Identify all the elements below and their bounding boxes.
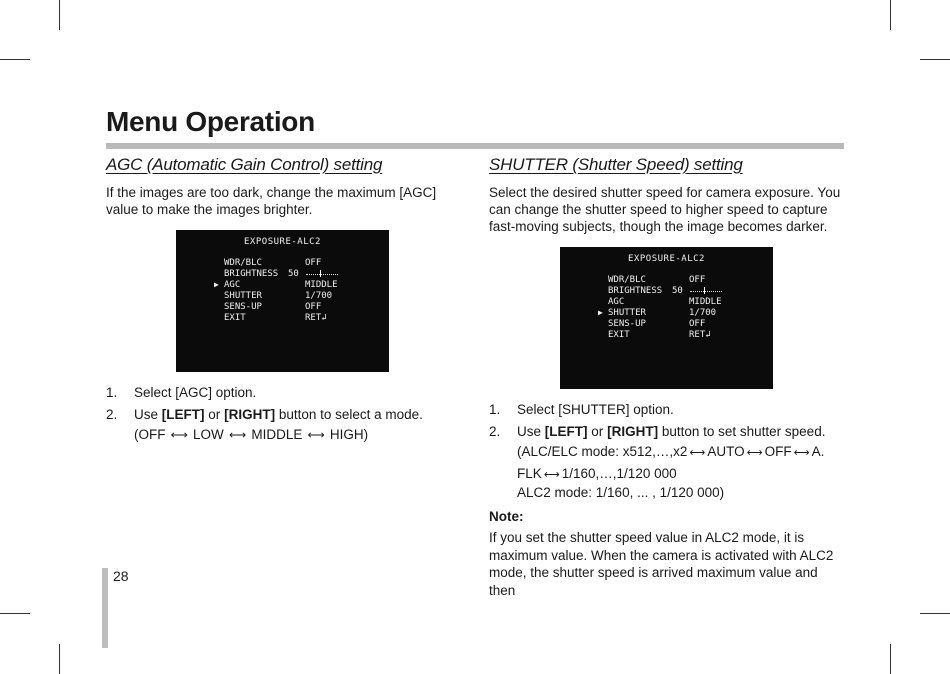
double-arrow-icon: ⟷ <box>228 428 247 442</box>
page-number: 28 <box>113 568 129 584</box>
osd-title: EXPOSURE-ALC2 <box>628 254 705 264</box>
osd-label: BRIGHTNESS <box>224 269 279 279</box>
double-arrow-icon: ⟷ <box>307 428 325 442</box>
double-arrow-icon: ⟷ <box>543 469 560 481</box>
osd-row <box>608 297 768 308</box>
osd-value: 50 <box>288 269 299 279</box>
osd-value: RET↲ <box>689 330 711 340</box>
osd-value: OFF <box>689 319 706 329</box>
osd-label: AGC <box>224 280 241 290</box>
osd-label: SENS-UP <box>608 319 646 329</box>
osd-label: SHUTTER <box>608 308 646 318</box>
osd-row <box>608 319 768 330</box>
osd-value: OFF <box>689 275 706 285</box>
shutter-heading: SHUTTER (Shutter Speed) setting <box>489 155 743 174</box>
osd-value: RET↲ <box>305 313 327 323</box>
osd-row <box>224 302 384 313</box>
step-item: 1. Select [AGC] option. <box>106 385 257 400</box>
page-title: Menu Operation <box>106 106 315 137</box>
crop-mark <box>0 59 30 60</box>
note-text: If you set the shutter speed value in ALC2 mode, it is maximum value. When the camera is activated with ALC2 mode, the shutter speed is arrived maximum value and then <box>489 530 834 598</box>
osd-row <box>608 286 768 297</box>
crop-mark <box>59 644 60 674</box>
agc-section <box>106 154 441 449</box>
osd-row <box>224 269 384 280</box>
osd-label: EXIT <box>608 330 630 340</box>
flk-sequence: FLK ⟷ 1/160,…,1/120 000 <box>517 465 844 484</box>
mode-sequence: (OFF ⟷ LOW ⟷ MIDDLE ⟷ HIGH) <box>134 427 369 442</box>
osd-value: OFF <box>305 258 322 268</box>
osd-title: EXPOSURE-ALC2 <box>244 237 321 247</box>
return-icon: ↲ <box>705 330 711 340</box>
cursor-arrow-icon: ▶ <box>598 308 603 317</box>
osd-value: 50 <box>672 286 683 296</box>
step-item: 1. Select [SHUTTER] option. <box>489 402 674 417</box>
step-item: 2. Use [LEFT] or [RIGHT] button to select a mode. (OFF ⟷ LOW ⟷ MIDDLE ⟷ HIGH) <box>106 406 441 444</box>
crop-mark <box>890 0 891 30</box>
osd-row-selected <box>214 280 384 291</box>
agc-intro: If the images are too dark, change the maximum [AGC] value to make the images brighter. <box>106 185 437 217</box>
osd-row <box>224 258 384 269</box>
osd-row <box>608 330 768 341</box>
agc-heading: AGC (Automatic Gain Control) setting <box>106 155 383 174</box>
osd-label: SHUTTER <box>224 291 262 301</box>
osd-value: 1/700 <box>689 308 717 318</box>
double-arrow-icon: ⟷ <box>689 447 706 459</box>
brightness-slider <box>306 274 338 276</box>
alc2-sequence: ALC2 mode: 1/160, ... , 1/120 000) <box>517 485 725 500</box>
page-number-bar <box>102 568 108 648</box>
double-arrow-icon: ⟷ <box>170 428 188 442</box>
osd-value: 1/700 <box>305 291 333 301</box>
brightness-slider <box>690 291 722 293</box>
osd-value: MIDDLE <box>305 280 338 290</box>
shutter-steps <box>489 401 844 501</box>
osd-label: WDR/BLC <box>608 275 646 285</box>
osd-label: WDR/BLC <box>224 258 262 268</box>
osd-label: EXIT <box>224 313 246 323</box>
slider-marker <box>704 287 705 294</box>
cursor-arrow-icon: ▶ <box>214 280 219 289</box>
crop-mark <box>920 613 950 614</box>
osd-label: SENS-UP <box>224 302 262 312</box>
alc-elc-sequence: (ALC/ELC mode: x512,…,x2 ⟷ AUTO ⟷ OFF ⟷ A. <box>517 443 844 462</box>
crop-mark <box>59 0 60 30</box>
osd-row-selected <box>598 308 768 319</box>
double-arrow-icon: ⟷ <box>746 447 763 459</box>
slider-marker <box>320 270 321 277</box>
osd-screenshot-agc <box>176 230 389 372</box>
crop-mark <box>920 59 950 60</box>
osd-value: OFF <box>305 302 322 312</box>
osd-screenshot-shutter <box>560 247 773 389</box>
osd-label: AGC <box>608 297 625 307</box>
shutter-intro: Select the desired shutter speed for camera exposure. You can change the shutter speed to higher speed to capture fast-moving subjects, though the image becomes darker. <box>489 185 841 234</box>
osd-row <box>224 313 384 324</box>
osd-value: MIDDLE <box>689 297 722 307</box>
double-arrow-icon: ⟷ <box>793 447 810 459</box>
osd-row <box>224 291 384 302</box>
title-rule <box>106 143 844 149</box>
return-icon: ↲ <box>321 313 327 323</box>
osd-label: BRIGHTNESS <box>608 286 663 296</box>
crop-mark <box>890 644 891 674</box>
osd-row <box>608 275 768 286</box>
crop-mark <box>0 613 30 614</box>
shutter-section <box>489 154 844 599</box>
agc-steps <box>106 384 441 444</box>
step-item: 2. Use [LEFT] or [RIGHT] button to set shutter speed. (ALC/ELC mode: x512,…,x2 ⟷ AUTO ⟷ OFF ⟷ A. FLK ⟷ 1/160,…,1/120 000 ALC2 mode: 1/160, ... , 1/120 000) <box>489 423 844 501</box>
note-label: Note: <box>489 509 524 524</box>
